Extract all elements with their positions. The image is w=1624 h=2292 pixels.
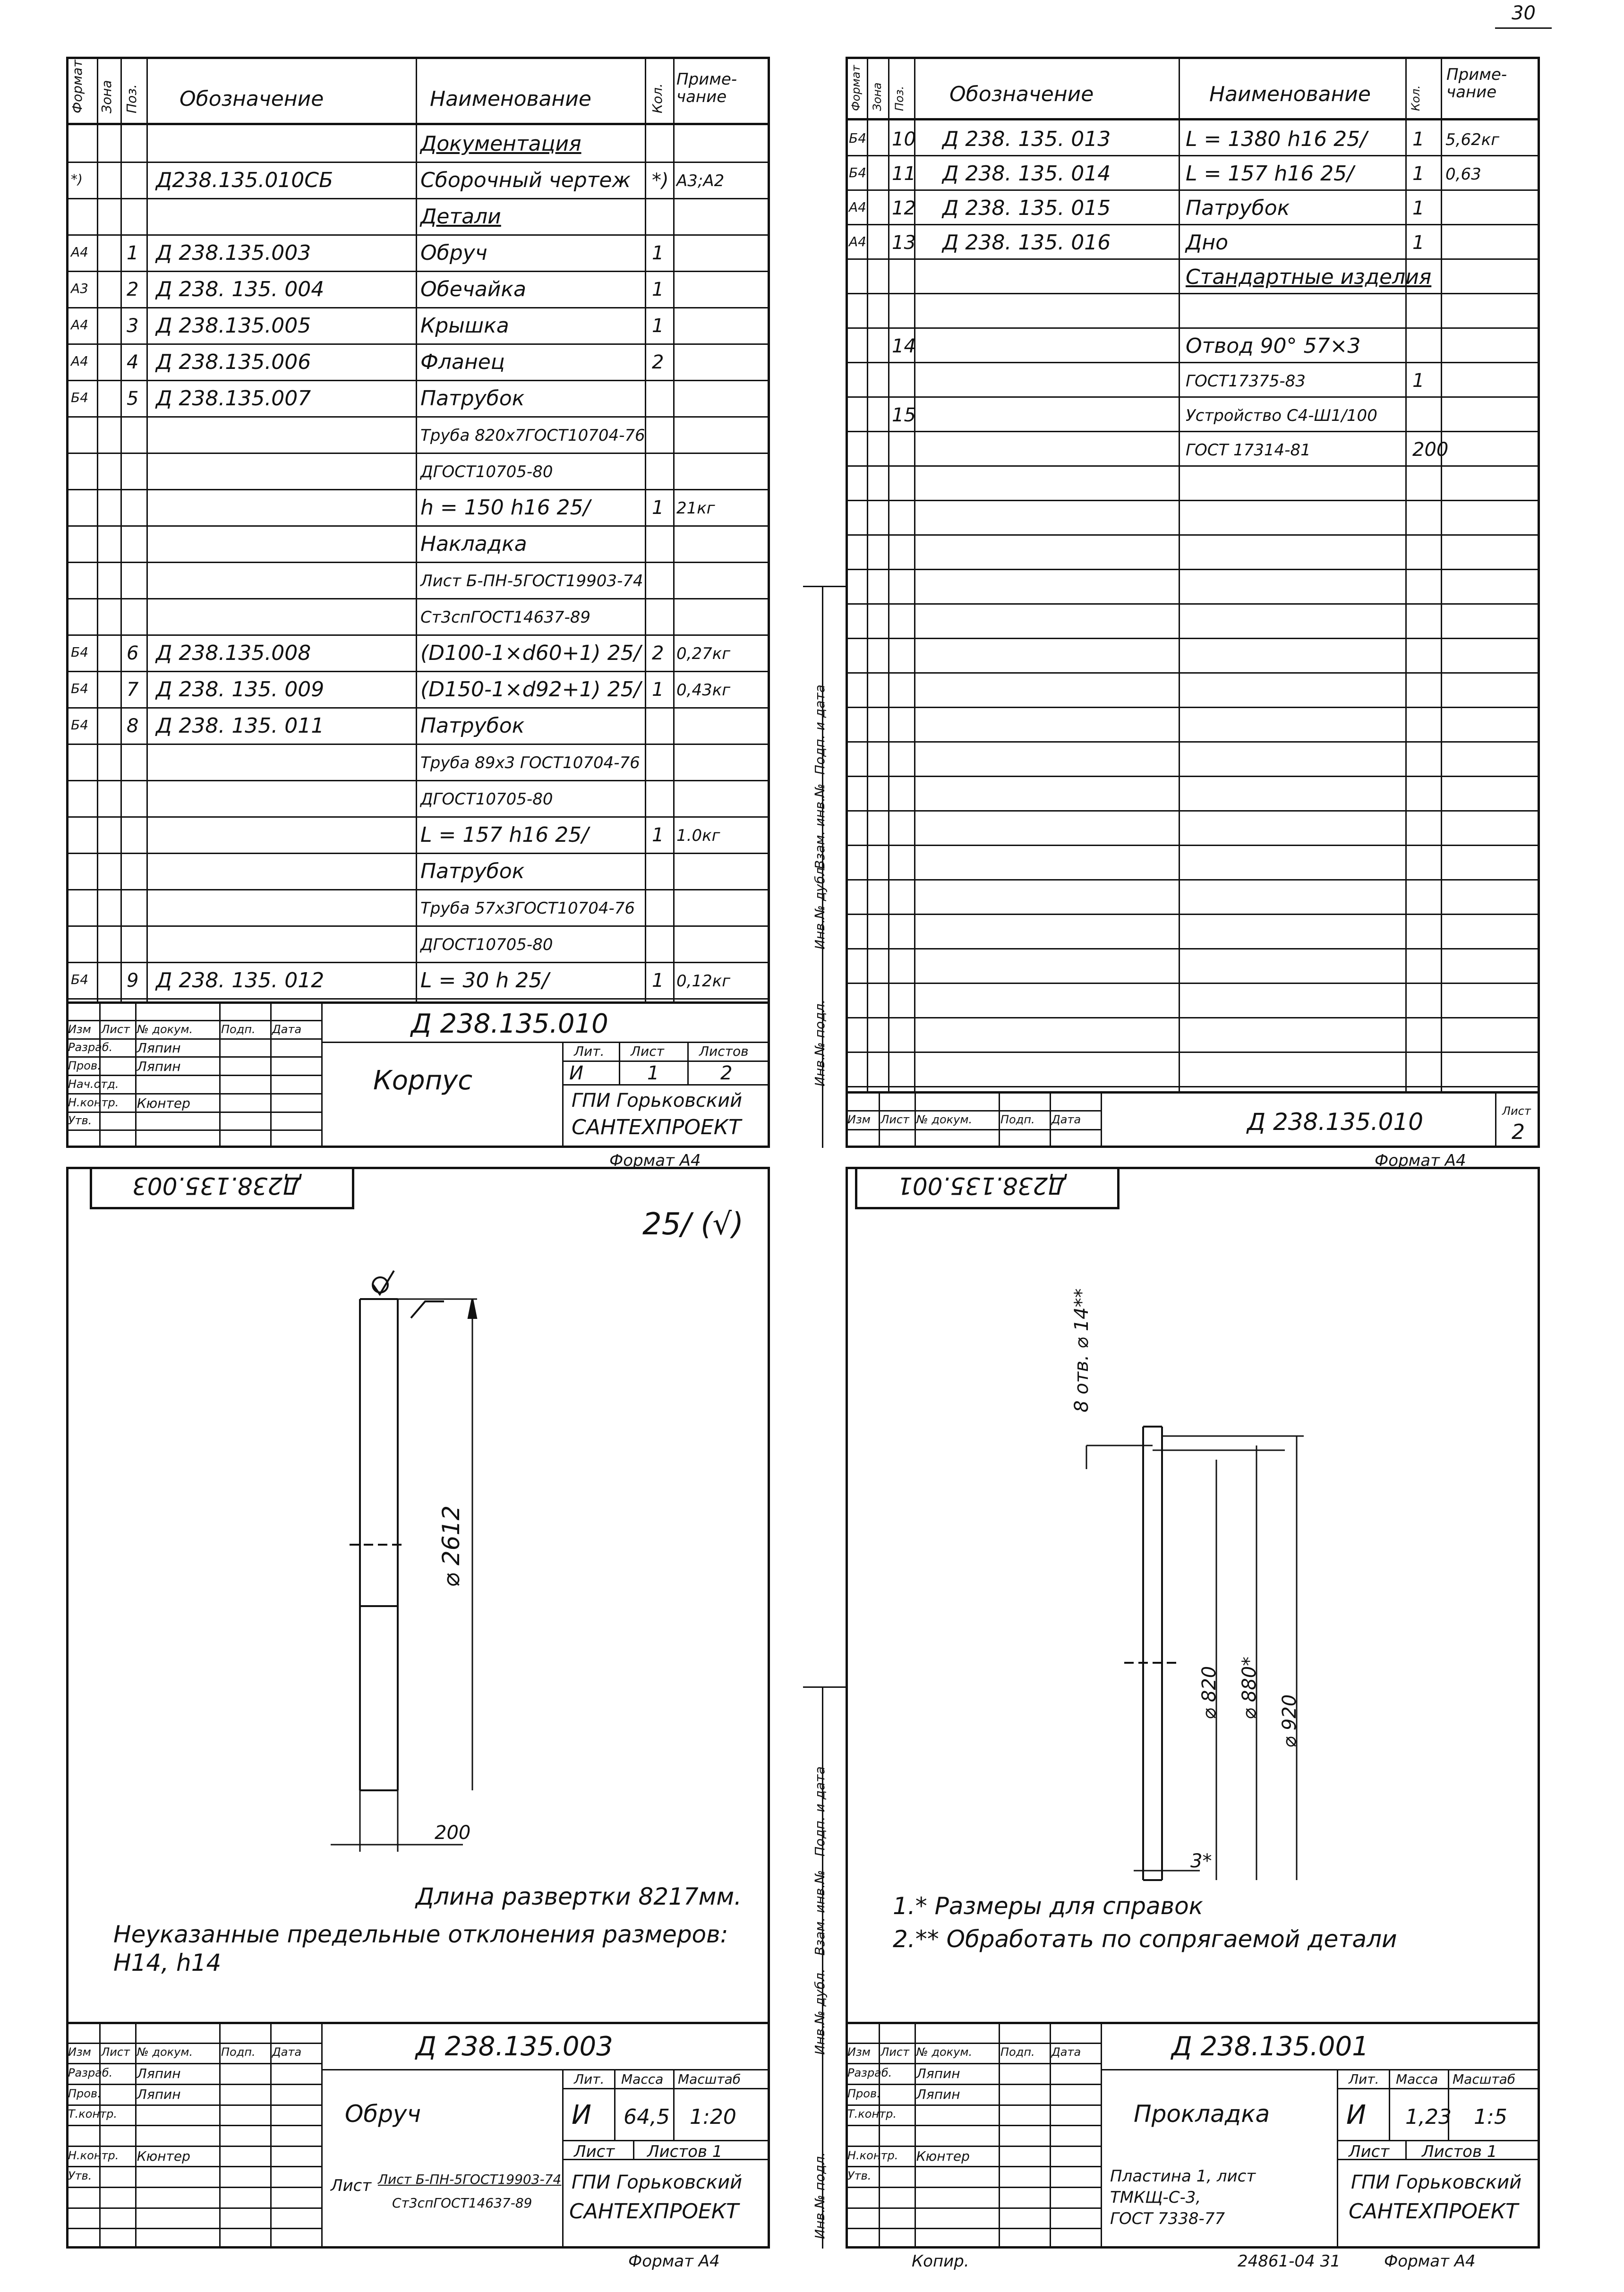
row-qty: 1: [652, 824, 664, 846]
hoop-material-label: Лист: [331, 2176, 372, 2195]
hoop-roughness: 25/ (√): [642, 1207, 744, 1242]
row-designation: Д 238.135.006: [156, 350, 311, 374]
page-number: 30: [1512, 2, 1536, 24]
person-name: Ляпин: [916, 2066, 960, 2081]
gasket-dim-3: 3*: [1190, 1850, 1212, 1872]
row-format: Б4: [71, 644, 89, 660]
row-qty: *): [652, 170, 669, 191]
title-label: Изм: [68, 2045, 91, 2059]
title-label: Подп.: [1000, 1113, 1035, 1126]
header-note: Приме- чание: [676, 70, 737, 107]
row-qty: 1: [1412, 128, 1425, 150]
row-name: Фланец: [420, 350, 505, 374]
title-label: № докум.: [916, 2045, 973, 2059]
row-name: Детали: [420, 205, 501, 229]
role-label: Т.контр.: [68, 2107, 118, 2121]
header-zone: Зона: [99, 80, 114, 113]
header-designation: Обозначение: [179, 87, 324, 111]
row-name: Обруч: [420, 241, 487, 265]
spec2-side-replace: Взам. инв.№: [812, 783, 828, 869]
gasket-mass-label: Масса: [1396, 2071, 1438, 2087]
person-name: Кюнтер: [137, 2148, 190, 2164]
row-name: Лист Б-ПН-5ГОСТ19903-74: [420, 572, 643, 590]
gasket-lit-label: Лит.: [1349, 2071, 1379, 2087]
person-name: Ляпин: [137, 2066, 181, 2081]
row-name: Дно: [1186, 231, 1229, 255]
row-note: 5,62кг: [1445, 130, 1500, 149]
row-designation: Д 238. 135. 016: [942, 231, 1111, 255]
gasket-dim-holes: 8 отв. ⌀ 14**: [1071, 1288, 1093, 1412]
row-note: 1.0кг: [676, 826, 720, 845]
row-note: 0,63: [1445, 165, 1481, 184]
person-name: Кюнтер: [916, 2148, 970, 2164]
spec1-doc-name: Корпус: [373, 1065, 473, 1096]
role-label: Т.контр.: [847, 2107, 897, 2121]
row-pos: 11: [892, 163, 916, 185]
person-name: Ляпин: [137, 1059, 181, 1074]
row-format: А4: [71, 244, 88, 260]
spec1-sheets: 2: [720, 1062, 733, 1084]
row-designation: Д 238. 135. 014: [942, 162, 1111, 186]
spec2-sheet: 2: [1512, 1120, 1525, 1144]
row-note: 0,27кг: [676, 644, 731, 663]
spec2-header-format: Формат: [849, 65, 863, 111]
row-name: L = 157 h16 25/: [420, 823, 589, 847]
gasket-format: Формат А4: [1384, 2252, 1476, 2271]
row-note: 0,12кг: [676, 972, 731, 991]
row-name: Патрубок: [420, 386, 525, 411]
row-name: L = 1380 h16 25/: [1186, 127, 1367, 151]
row-pos: 7: [127, 679, 139, 701]
gasket-material-3: ГОСТ 7338-77: [1110, 2209, 1225, 2228]
hoop-doc-name: Обруч: [345, 2100, 421, 2128]
row-pos: 6: [127, 642, 139, 664]
row-format: *): [71, 171, 83, 187]
title-label: Дата: [272, 1022, 302, 1036]
row-pos: 2: [127, 279, 139, 300]
gasket-side-signature: Подп. и дата: [812, 1766, 828, 1856]
role-label: Пров.: [68, 2087, 101, 2100]
title-label: Дата: [1051, 2045, 1081, 2059]
spec2-format: Формат А4: [1375, 1151, 1466, 1170]
person-name: Кюнтер: [137, 1095, 190, 1111]
title-label: Подп.: [1000, 2045, 1035, 2059]
spec2-header-zone: Зона: [871, 82, 884, 111]
row-name: ДГОСТ10705-80: [420, 790, 553, 809]
hoop-dim-diameter: ⌀ 2612: [437, 1505, 465, 1587]
spec2-header-qty: Кол.: [1409, 85, 1422, 111]
gasket-doc-number: Д 238.135.001: [1171, 2031, 1369, 2062]
hoop-org1: ГПИ Горьковский: [572, 2172, 743, 2193]
row-name: Отвод 90° 57×3: [1186, 334, 1361, 358]
hoop-material-2: Ст3спГОСТ14637-89: [392, 2195, 532, 2211]
row-qty: 1: [1412, 197, 1425, 219]
row-name: Патрубок: [1186, 196, 1290, 220]
row-qty: 1: [1412, 370, 1425, 392]
row-pos: 8: [127, 715, 139, 737]
row-name: Обечайка: [420, 277, 526, 301]
row-designation: Д 238. 135. 012: [156, 968, 325, 992]
hoop-sheets-label: Листов 1: [647, 2142, 723, 2161]
row-qty: 1: [652, 497, 664, 519]
gasket-note-1: 1.* Размеры для справок: [893, 1892, 1203, 1920]
hoop-scale: 1:20: [690, 2105, 736, 2129]
spec2-header-pos: Поз.: [893, 86, 906, 111]
row-format: Б4: [849, 130, 867, 146]
row-format: А4: [849, 234, 866, 249]
spec1-doc-number: Д 238.135.010: [411, 1009, 608, 1039]
row-name: (D150-1×d92+1) 25/: [420, 677, 641, 701]
hoop-lit-label: Лит.: [574, 2071, 605, 2087]
header-qty: Кол.: [650, 83, 665, 113]
row-name: (D100-1×d60+1) 25/: [420, 641, 641, 665]
role-label: Разраб.: [847, 2066, 892, 2079]
row-pos: 12: [892, 197, 916, 219]
row-name: Ст3спГОСТ14637-89: [420, 608, 591, 627]
title-label: Дата: [1051, 1113, 1081, 1126]
hoop-sheet-label: Лист: [574, 2142, 615, 2161]
row-name: Накладка: [420, 532, 527, 556]
hoop-note-length: Длина развертки 8217мм.: [416, 1883, 742, 1910]
title-label: Лист: [880, 1113, 910, 1126]
row-name: L = 157 h16 25/: [1186, 162, 1354, 186]
row-name: ГОСТ 17314-81: [1186, 441, 1311, 460]
title-label: Изм: [847, 2045, 871, 2059]
row-qty: 2: [652, 642, 664, 664]
row-pos: 14: [892, 335, 916, 357]
gasket-lit: И: [1346, 2100, 1366, 2130]
row-format: Б4: [71, 390, 89, 405]
row-pos: 4: [127, 351, 139, 373]
spec2-side-signature: Подп. и дата: [812, 684, 828, 775]
spec2-header-designation: Обозначение: [949, 82, 1094, 106]
role-label: Разраб.: [68, 2066, 113, 2079]
row-name: h = 150 h16 25/: [420, 496, 590, 520]
role-label: Н.контр.: [68, 1095, 119, 1109]
role-label: Утв.: [847, 2169, 872, 2183]
row-pos: 10: [892, 128, 916, 150]
header-format: Формат: [69, 60, 85, 113]
title-label: № докум.: [916, 1113, 973, 1126]
row-designation: Д238.135.010СБ: [156, 168, 333, 192]
row-note: А3;А2: [676, 171, 725, 190]
row-qty: 1: [652, 679, 664, 701]
spec1-format: Формат А4: [609, 1151, 701, 1170]
gasket-dim-d820: ⌀ 820: [1198, 1666, 1220, 1719]
title-label: № докум.: [137, 1022, 193, 1036]
hoop-doc-number: Д 238.135.003: [416, 2031, 613, 2062]
spec2-doc-number: Д 238.135.010: [1247, 1108, 1424, 1136]
row-format: Б4: [71, 681, 89, 696]
row-format: Б4: [71, 717, 89, 733]
spec2-header-note: Приме- чание: [1446, 65, 1507, 102]
title-label: Лист: [101, 2045, 130, 2059]
hoop-dim-200: 200: [435, 1822, 471, 1844]
gasket-archive-number: 24861-04 31: [1238, 2252, 1341, 2271]
hoop-mass-label: Масса: [621, 2071, 664, 2087]
row-designation: Д 238. 135. 013: [942, 127, 1111, 151]
spec2-side-dup: Инв.№ дубл.: [812, 863, 828, 949]
row-designation: Д 238.135.008: [156, 641, 311, 665]
gasket-sheets-label: Листов 1: [1422, 2142, 1497, 2161]
gasket-scale-label: Масштаб: [1453, 2071, 1516, 2087]
gasket-material-2: ТМКЩ-С-3,: [1110, 2188, 1201, 2207]
header-name: Наименование: [430, 87, 591, 111]
row-format: А3: [71, 281, 88, 296]
spec1-sheet-label: Лист: [631, 1043, 664, 1059]
row-format: Б4: [71, 972, 89, 987]
row-name: ДГОСТ10705-80: [420, 462, 553, 481]
hoop-mass: 64,5: [624, 2105, 670, 2129]
spec2-sheet-label: Лист: [1502, 1104, 1531, 1118]
row-format: А4: [71, 353, 88, 369]
row-pos: 3: [127, 315, 139, 337]
row-qty: 1: [652, 279, 664, 300]
title-label: № докум.: [137, 2045, 193, 2059]
gasket-stamp: Д238.135.001: [897, 1172, 1067, 1199]
role-label: Н.контр.: [68, 2148, 119, 2162]
title-label: Изм: [68, 1022, 91, 1036]
person-name: Ляпин: [916, 2086, 960, 2102]
gasket-scale: 1:5: [1474, 2105, 1507, 2129]
spec1-sheet: 1: [647, 1062, 659, 1084]
row-pos: 1: [127, 242, 139, 264]
gasket-dim-d920: ⌀ 920: [1279, 1694, 1300, 1748]
role-label: Н.контр.: [847, 2148, 898, 2162]
hoop-org2: САНТЕХПРОЕКТ: [569, 2199, 739, 2224]
spec1-sheets-label: Листов: [699, 1043, 749, 1059]
row-name: Труба 57х3ГОСТ10704-76: [420, 899, 635, 918]
row-pos: 9: [127, 970, 139, 992]
gasket-mass: 1,23: [1405, 2105, 1452, 2129]
row-name: Труба 89х3 ГОСТ10704-76: [420, 753, 640, 772]
hoop-scale-label: Масштаб: [678, 2071, 741, 2087]
title-label: Подп.: [221, 2045, 256, 2059]
row-pos: 13: [892, 232, 916, 254]
row-name: Сборочный чертеж: [420, 168, 631, 192]
row-qty: 1: [652, 242, 664, 264]
gasket-sheet-label: Лист: [1349, 2142, 1390, 2161]
spec1-lit: И: [569, 1062, 583, 1084]
title-label: Изм: [847, 1113, 871, 1126]
row-qty: 200: [1412, 439, 1449, 461]
header-pos: Поз.: [124, 84, 139, 113]
row-pos: 15: [892, 404, 916, 426]
gasket-org2: САНТЕХПРОЕКТ: [1349, 2199, 1518, 2224]
row-pos: 5: [127, 388, 139, 410]
gasket-dim-d880: ⌀ 880*: [1239, 1656, 1260, 1719]
title-label: Лист: [101, 1022, 130, 1036]
gasket-note-2: 2.** Обработать по сопрягаемой детали: [893, 1925, 1397, 1953]
role-label: Пров.: [847, 2087, 880, 2100]
row-designation: Д 238.135.003: [156, 241, 311, 265]
title-label: Подп.: [221, 1022, 256, 1036]
role-label: Нач.отд.: [68, 1077, 119, 1091]
row-name: Стандартные изделия: [1186, 265, 1432, 289]
gasket-side-replace: Взам. инв.№: [812, 1870, 828, 1956]
hoop-lit: И: [572, 2100, 591, 2130]
gasket-copy-label: Копир.: [912, 2252, 969, 2271]
row-format: А4: [849, 199, 866, 215]
row-name: Устройство С4-Ш1/100: [1186, 406, 1377, 425]
person-name: Ляпин: [137, 2086, 181, 2102]
row-name: Крышка: [420, 314, 509, 338]
row-designation: Д 238.135.007: [156, 386, 311, 411]
role-label: Пров.: [68, 1059, 101, 1072]
title-label: Лист: [880, 2045, 910, 2059]
row-qty: 1: [1412, 163, 1425, 185]
gasket-side-inv: Инв.№ подл.: [812, 2152, 828, 2239]
row-qty: 1: [652, 970, 664, 992]
gasket-doc-name: Прокладка: [1134, 2100, 1270, 2128]
spec1-lit-label: Лит.: [574, 1043, 605, 1059]
row-name: Патрубок: [420, 859, 525, 883]
hoop-note-tolerance-values: H14, h14: [113, 1949, 222, 1976]
row-note: 21кг: [676, 499, 715, 518]
title-label: Дата: [272, 2045, 302, 2059]
row-qty: 1: [1412, 232, 1425, 254]
row-format: Б4: [849, 165, 867, 180]
row-designation: Д 238. 135. 011: [156, 714, 325, 738]
gasket-org1: ГПИ Горьковский: [1351, 2172, 1522, 2193]
gasket-side-dup: Инв.№ дубл.: [812, 1968, 828, 2055]
row-qty: 2: [652, 351, 664, 373]
gasket-material-1: Пластина 1, лист: [1110, 2167, 1256, 2186]
row-qty: 1: [652, 315, 664, 337]
row-designation: Д 238.135.005: [156, 314, 311, 338]
row-name: ГОСТ17375-83: [1186, 372, 1306, 391]
row-name: L = 30 h 25/: [420, 968, 549, 992]
spec2-header-name: Наименование: [1209, 82, 1371, 106]
role-label: Утв.: [68, 1114, 92, 1128]
hoop-note-tolerance: Неуказанные предельные отклонения размеров:: [113, 1921, 728, 1948]
spec2-side-inv: Инв.№ подл.: [812, 999, 828, 1086]
hoop-material-1: Лист Б-ПН-5ГОСТ19903-74: [378, 2172, 562, 2187]
row-name: Патрубок: [420, 714, 525, 738]
hoop-format: Формат А4: [628, 2252, 720, 2271]
row-name: Труба 820х7ГОСТ10704-76: [420, 426, 645, 445]
row-designation: Д 238. 135. 015: [942, 196, 1111, 220]
row-designation: Д 238. 135. 004: [156, 277, 325, 301]
row-format: А4: [71, 317, 88, 333]
row-name: ДГОСТ10705-80: [420, 935, 553, 954]
row-name: Документация: [420, 132, 581, 156]
hoop-stamp: Д238.135.003: [132, 1172, 301, 1199]
role-label: Разраб.: [68, 1041, 113, 1054]
row-designation: Д 238. 135. 009: [156, 677, 325, 701]
row-note: 0,43кг: [676, 681, 731, 700]
spec1-org2: САНТЕХПРОЕКТ: [572, 1115, 741, 1139]
spec1-org1: ГПИ Горьковский: [572, 1090, 743, 1112]
role-label: Утв.: [68, 2169, 92, 2183]
person-name: Ляпин: [137, 1040, 181, 1056]
